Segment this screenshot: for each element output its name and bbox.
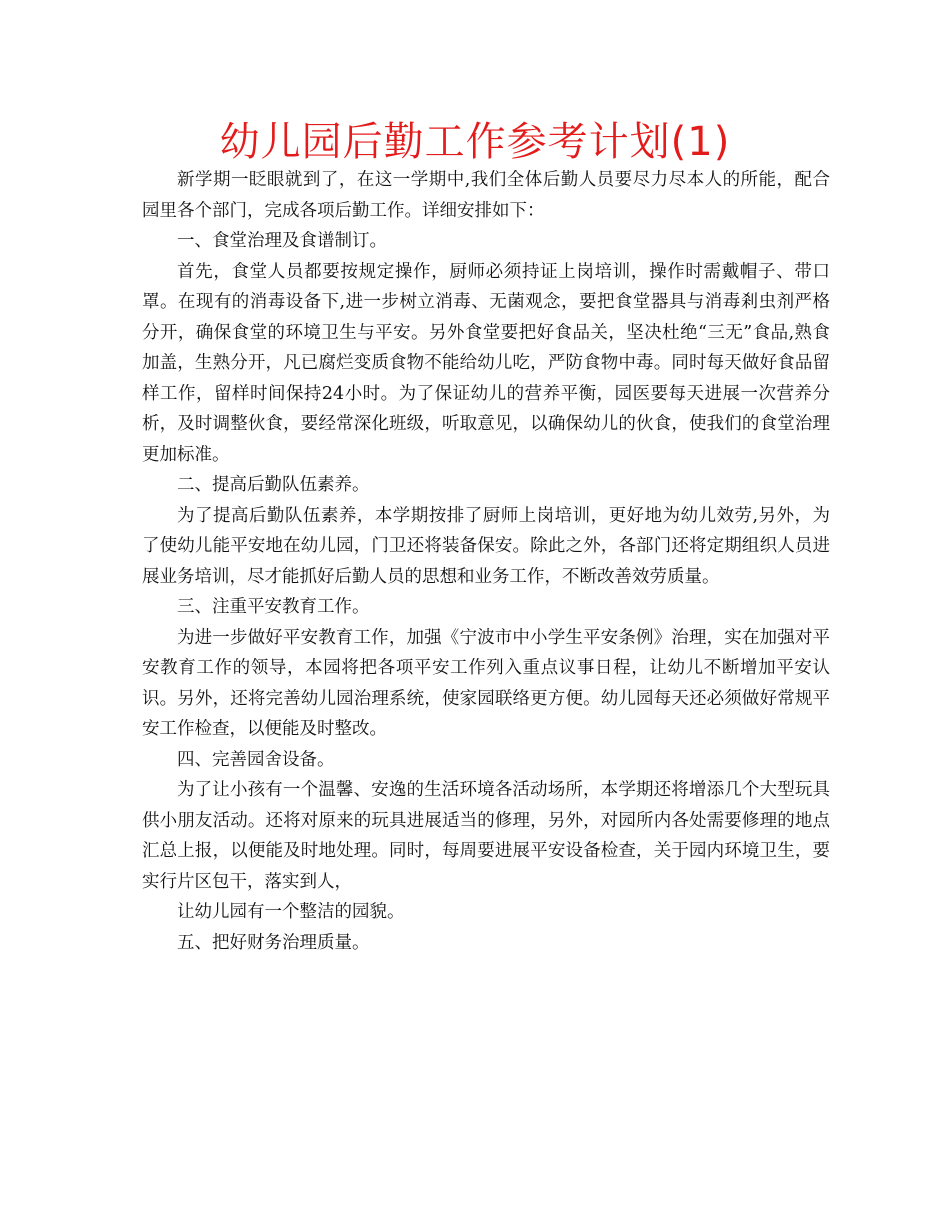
body-paragraph: 首先，食堂人员都要按规定操作，厨师必须持证上岗培训，操作时需戴帽子、带口罩。在现有的消毒设备下,进一步树立消毒、无菌观念，要把食堂器具与消毒剎虫剂严格分开，确保食堂的环境卫生与平安。另外食堂要把好食品关，坚决杜绝“三无”食品,熟食加盖，生熟分开，凡已腐烂变质食物不能给幼儿吃，严防食物中毒。同时每天做好食品留样工作，留样时间保持24小时。为了保证幼儿的营养平衡，园医要每天进展一次营养分析，及时调整伙食，要经常深化班级，听取意见，以确保幼儿的伙食，使我们的食堂治理更加标准。 xyxy=(142,261,830,465)
section-heading: 四、完善园舍设备。 xyxy=(177,749,335,770)
document-title: 幼儿园后勤工作参考计划(1) xyxy=(219,119,731,165)
body-paragraph: 让幼儿园有一个整洁的园貌。 xyxy=(177,902,405,922)
section-heading: 五、把好财务治理质量。 xyxy=(177,932,370,953)
document-body xyxy=(142,165,830,958)
body-paragraph: 为进一步做好平安教育工作，加强《宁波市中小学生平安条例》治理，实在加强对平安教育工作的领导，本园将把各项平安工作列入重点议事日程，让幼儿不断增加平安认识。另外，还将完善幼儿园治理系统，使家园联络更方便。幼儿园每天还必须做好常规平安工作检查，以便能及时整改。 xyxy=(142,627,830,739)
body-paragraph: 为了提高后勤队伍素养，本学期按排了厨师上岗培训，更好地为幼儿效劳,另外，为了使幼儿能平安地在幼儿园，门卫还将装备保安。除此之外，各部门还将定期组织人员进展业务培训，尽才能抓好后勤人员的思想和业务工作，不断改善效劳质量。 xyxy=(142,505,830,587)
body-paragraph: 为了让小孩有一个温馨、安逸的生活环境各活动场所，本学期还将增添几个大型玩具供小朋友活动。还将对原来的玩具进展适当的修理，另外，对园所内各处需要修理的地点汇总上报，以便能及时地处理。同时，每周要进展平安设备检查，关于园内环境卫生，要实行片区包干，落实到人， xyxy=(142,780,830,892)
section-heading: 三、注重平安教育工作。 xyxy=(177,597,370,617)
intro-paragraph: 新学期一眨眼就到了，在这一学期中,我们全体后勤人员要尽力尽本人的所能，配合园里各个部门，完成各项后勤工作。详细安排如下： xyxy=(142,170,830,221)
section-heading: 二、提高后勤队伍素养。 xyxy=(177,475,370,495)
section-heading: 一、食堂治理及食谱制订。 xyxy=(177,231,387,251)
